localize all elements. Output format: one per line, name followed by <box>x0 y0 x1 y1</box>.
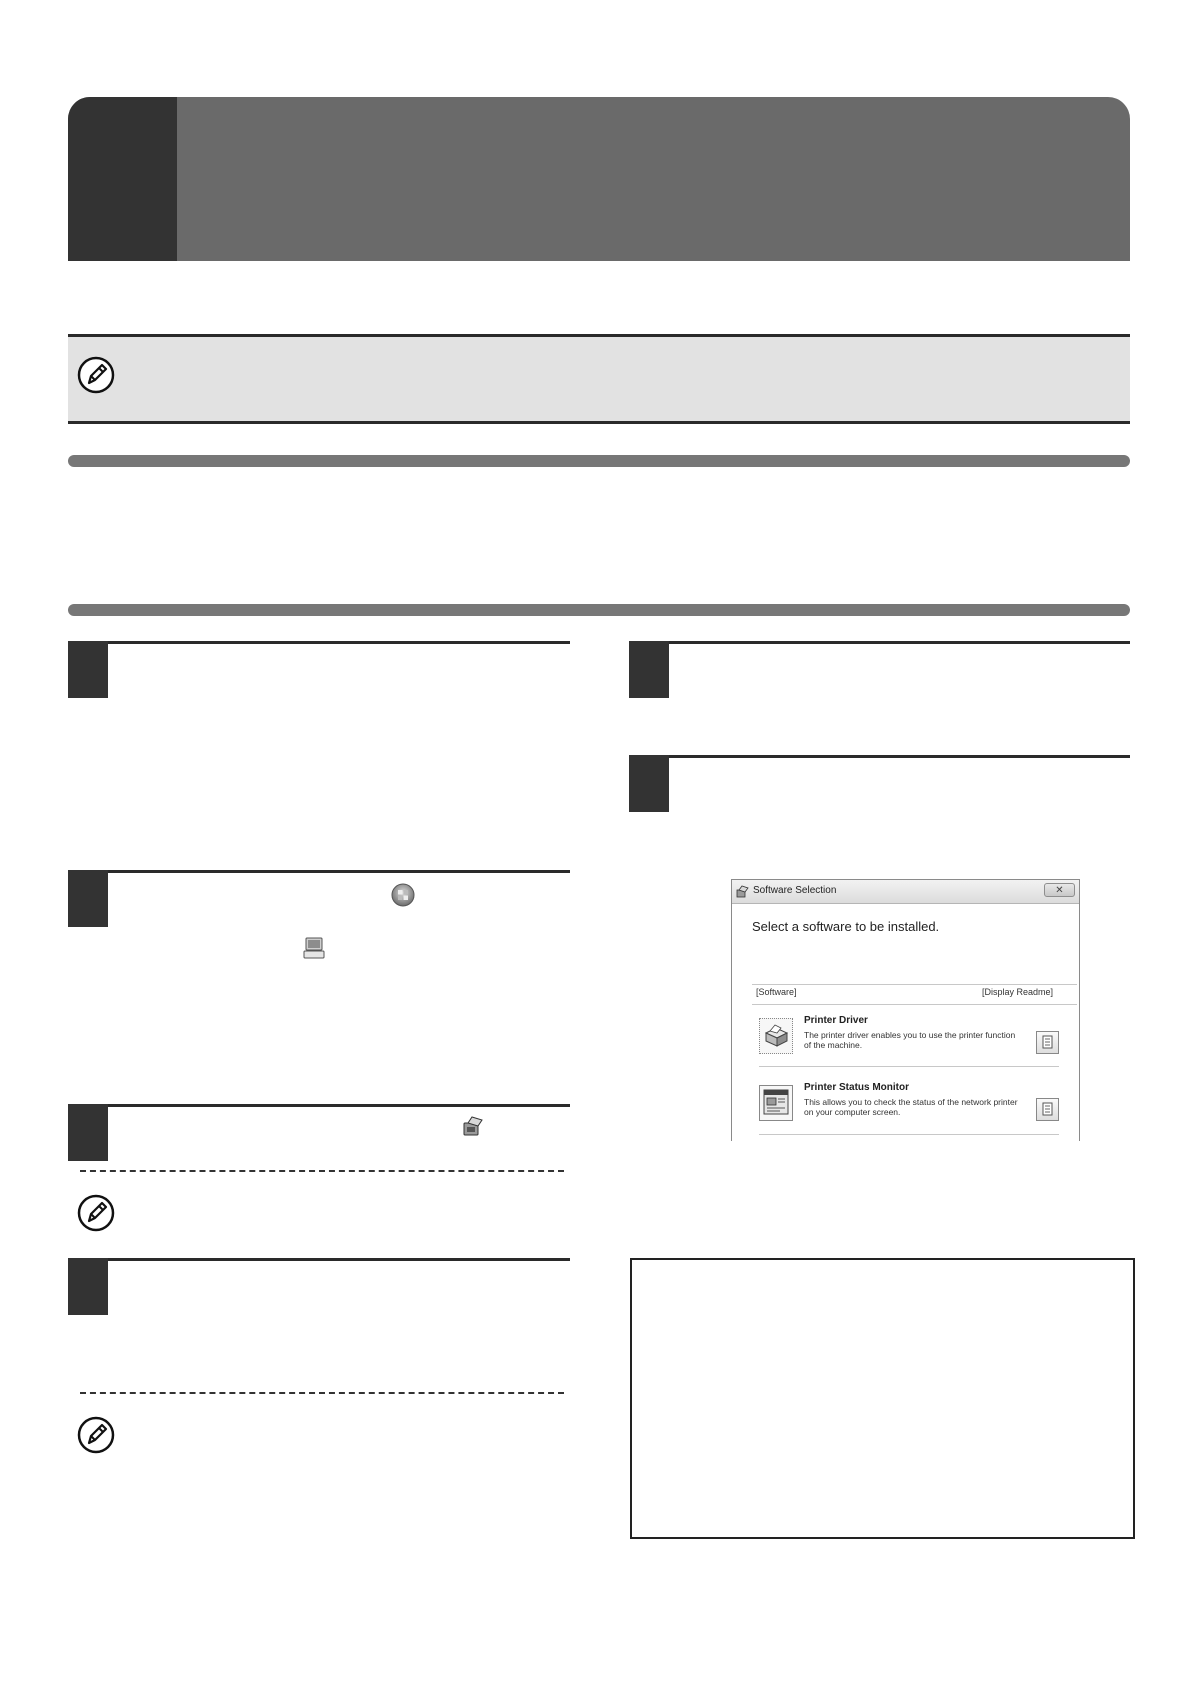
note-box <box>68 334 1130 424</box>
step-rule <box>68 1258 570 1261</box>
chapter-number-tab <box>68 97 177 261</box>
section-divider <box>68 604 1130 616</box>
item-description: This allows you to check the status of the network printer on your computer screen. <box>804 1097 1018 1117</box>
step-number-block <box>68 1258 108 1315</box>
close-button[interactable]: ✕ <box>1044 883 1075 897</box>
step-number-block <box>68 1104 108 1161</box>
section-divider <box>68 455 1130 467</box>
software-item-printer-status-monitor[interactable] <box>759 1078 1059 1128</box>
software-selection-dialog <box>731 879 1080 1141</box>
dashed-separator <box>80 1170 564 1172</box>
step-number-block <box>629 641 669 698</box>
windows-start-orb-icon <box>390 882 416 908</box>
printer-icon[interactable] <box>759 1018 793 1054</box>
step-rule <box>68 1104 570 1107</box>
setup-icon <box>460 1114 486 1140</box>
pencil-icon <box>77 1194 115 1232</box>
document-icon <box>1037 1099 1058 1120</box>
item-description: The printer driver enables you to use the printer function of the machine. <box>804 1030 1016 1050</box>
dialog-heading: Select a software to be installed. <box>752 919 940 934</box>
dialog-titlebar <box>732 880 1079 904</box>
dialog-title: Software Selection <box>753 885 837 896</box>
info-frame <box>630 1258 1135 1539</box>
pencil-icon <box>77 1416 115 1454</box>
divider <box>752 1004 1077 1005</box>
display-readme-button[interactable] <box>1036 1098 1059 1121</box>
document-icon <box>1037 1032 1058 1053</box>
divider <box>759 1066 1059 1067</box>
step-number-block <box>68 870 108 927</box>
computer-icon <box>301 935 327 961</box>
step-rule <box>629 641 1130 644</box>
divider <box>752 984 1077 985</box>
display-readme-button[interactable] <box>1036 1031 1059 1054</box>
chapter-header <box>68 97 1130 261</box>
step-number-block <box>68 641 108 698</box>
step-rule <box>629 755 1130 758</box>
step-rule <box>68 641 570 644</box>
setup-icon <box>736 885 749 898</box>
step-rule <box>68 870 570 873</box>
item-title: Printer Driver <box>804 1015 868 1026</box>
pencil-icon <box>77 356 115 394</box>
divider <box>759 1134 1059 1135</box>
item-title: Printer Status Monitor <box>804 1082 910 1093</box>
status-monitor-icon[interactable] <box>759 1085 793 1121</box>
column-software-label: [Software] <box>756 987 797 997</box>
step-number-block <box>629 755 669 812</box>
dashed-separator <box>80 1392 564 1394</box>
software-item-printer-driver[interactable] <box>759 1011 1059 1061</box>
column-readme-label: [Display Readme] <box>981 987 1053 997</box>
